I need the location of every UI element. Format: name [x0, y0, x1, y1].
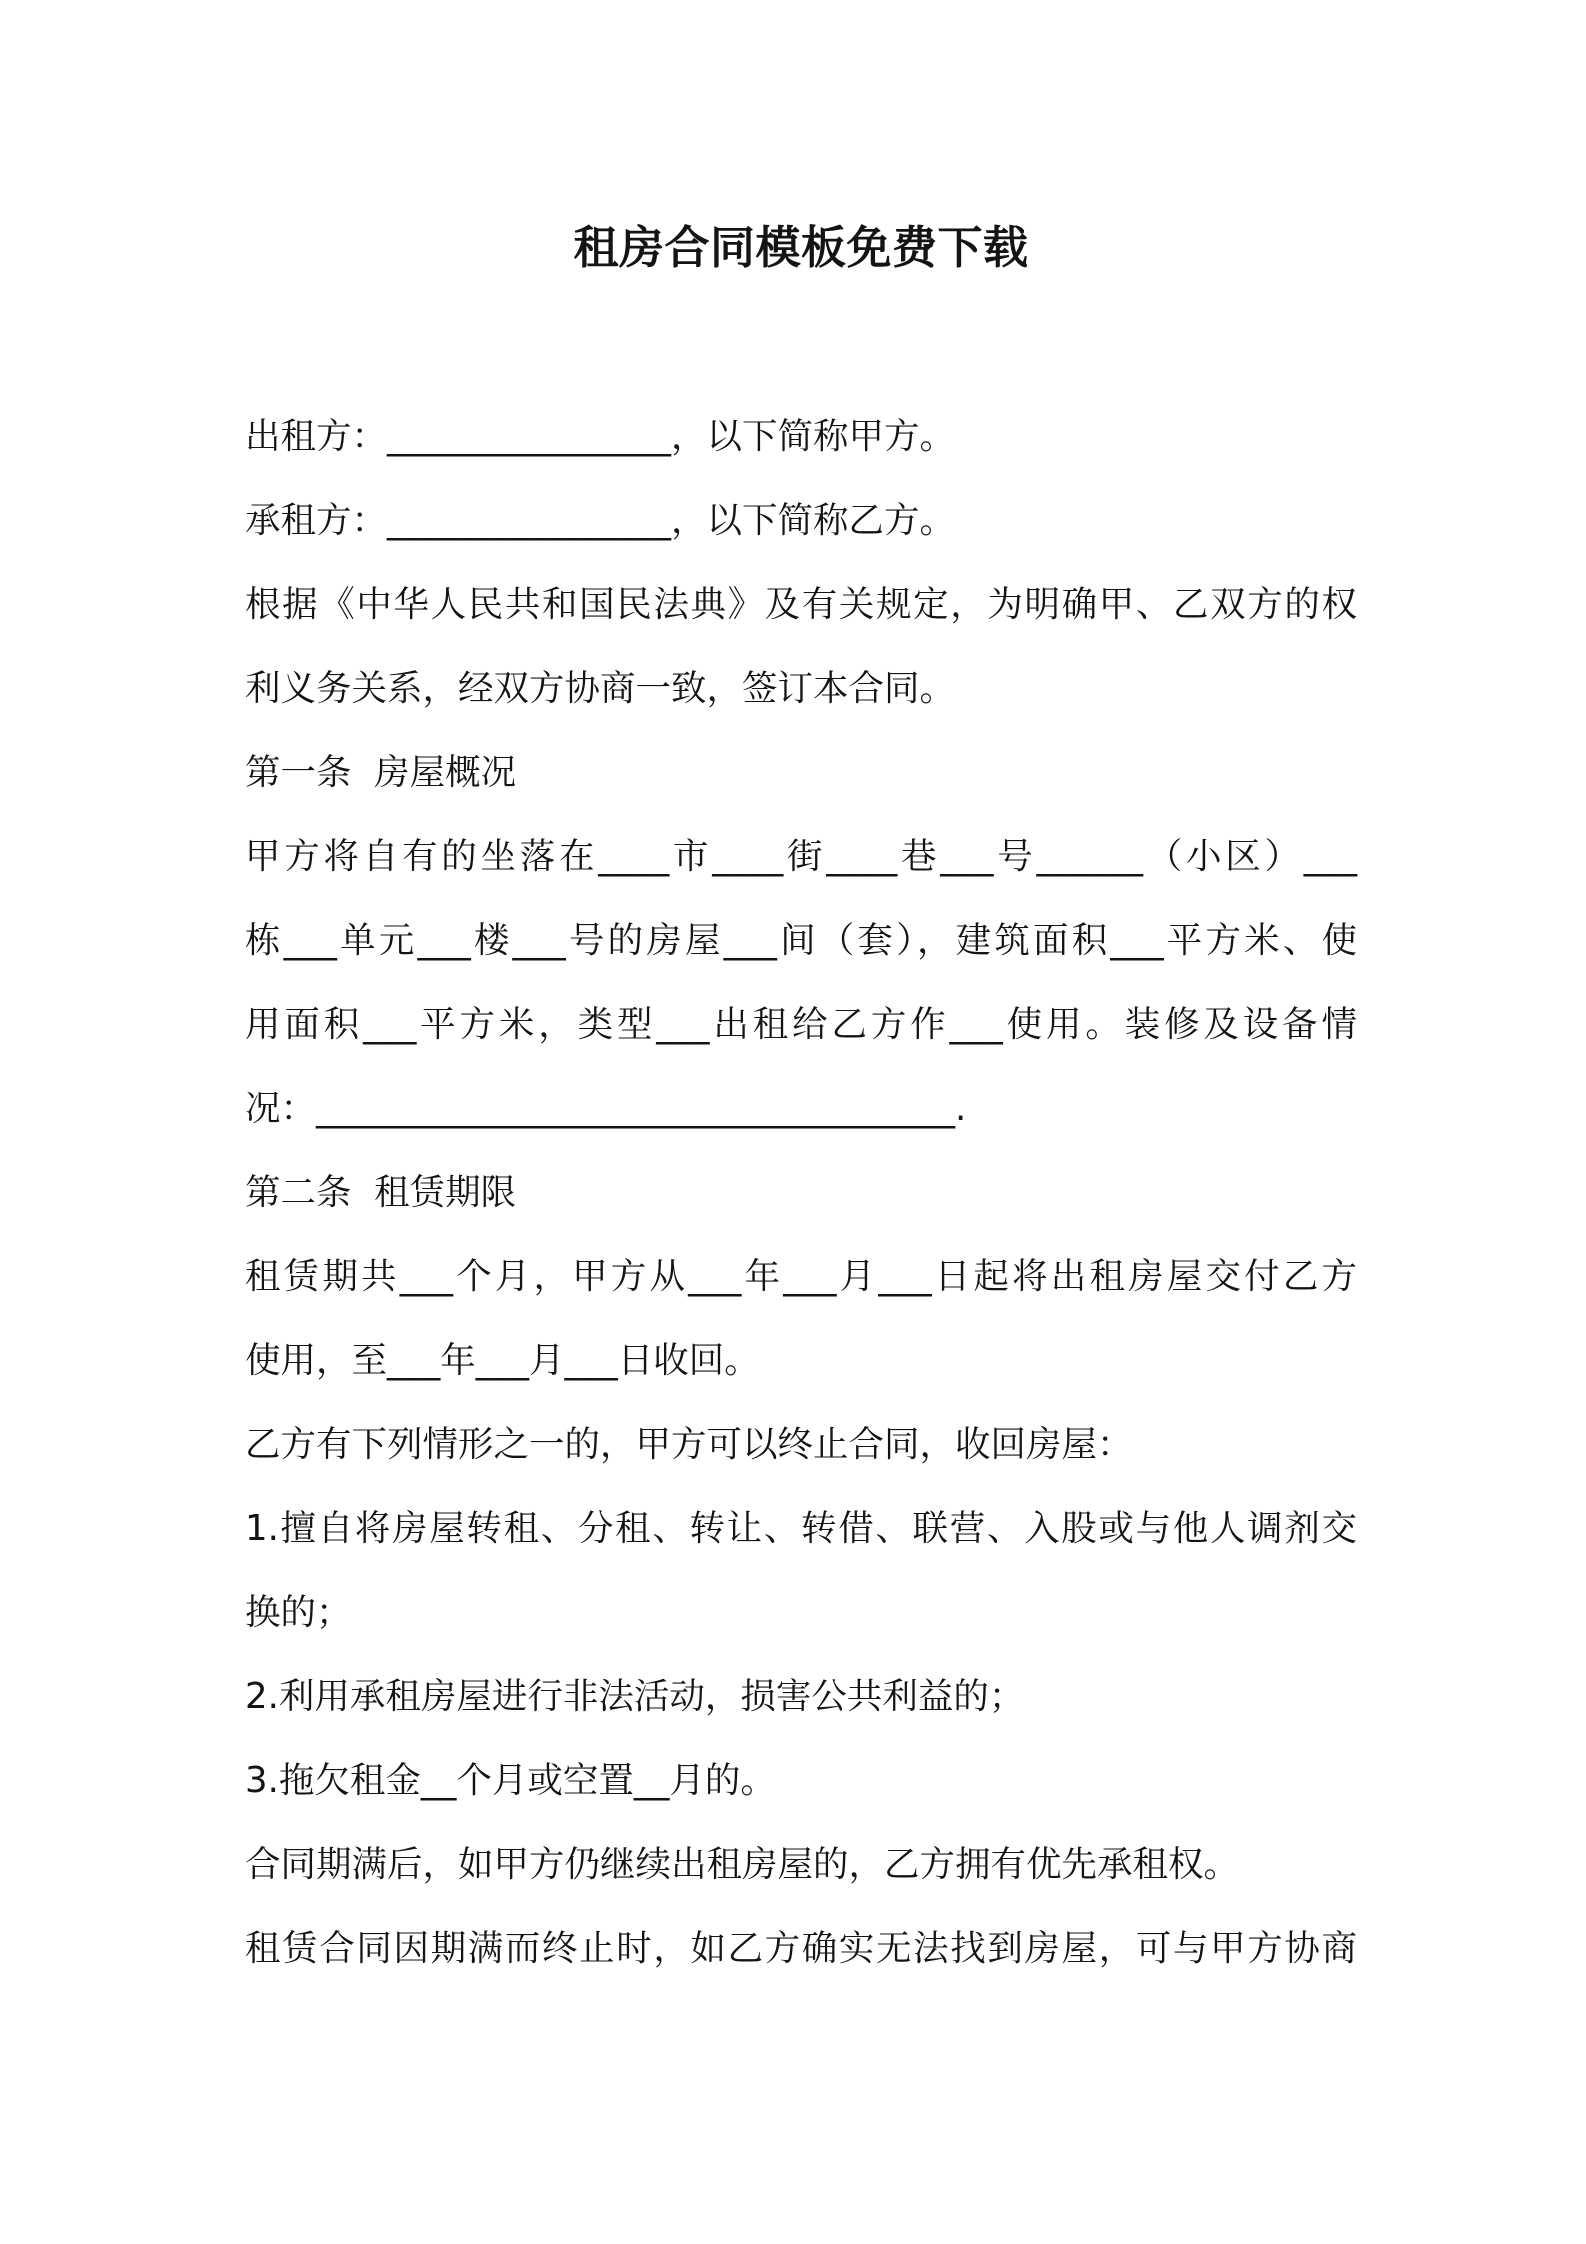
article-heading: 第二条 租赁期限	[245, 1172, 517, 1213]
list-item-line: 2.利用承租房屋进行非法活动，损害公共利益的；	[245, 1676, 1025, 1717]
list-item-line: 1.擅自将房屋转租、分租、转让、转借、联营、入股或与他人调剂交	[245, 1508, 1357, 1549]
article-text-line: 租赁期共___个月，甲方从___年___月___日起将出租房屋交付乙方	[245, 1256, 1357, 1297]
article-heading: 第一条 房屋概况	[245, 752, 517, 793]
list-item-line: 换的；	[245, 1592, 352, 1633]
lessor-line: 出租方：________________，以下简称甲方。	[245, 416, 956, 457]
article-text-line: 使用，至___年___月___日收回。	[245, 1340, 760, 1381]
list-item-line: 3.拖欠租金__个月或空置__月的。	[245, 1760, 776, 1801]
preamble-line: 利义务关系，经双方协商一致，签订本合同。	[245, 668, 956, 709]
article-text-line: 用面积___平方米，类型___出租给乙方作___使用。装修及设备情	[245, 1004, 1357, 1045]
article-text-line: 况：____________________________________.	[245, 1088, 967, 1129]
contract-body	[245, 395, 1357, 1991]
article-text-line: 栋___单元___楼___号的房屋___间（套），建筑面积___平方米、使	[245, 920, 1357, 961]
article-text-line: 租赁合同因期满而终止时，如乙方确实无法找到房屋，可与甲方协商	[245, 1928, 1357, 1969]
article-text-line: 甲方将自有的坐落在____市____街____巷___号______（小区）___	[245, 836, 1357, 877]
page-title: 租房合同模板免费下载	[573, 221, 1029, 274]
article-text-line: 乙方有下列情形之一的，甲方可以终止合同，收回房屋：	[245, 1424, 1133, 1465]
article-text-line: 合同期满后，如甲方仍继续出租房屋的，乙方拥有优先承租权。	[245, 1844, 1240, 1885]
preamble-line: 根据《中华人民共和国民法典》及有关规定，为明确甲、乙双方的权	[245, 584, 1357, 625]
lessee-line: 承租方：________________，以下简称乙方。	[245, 500, 956, 541]
